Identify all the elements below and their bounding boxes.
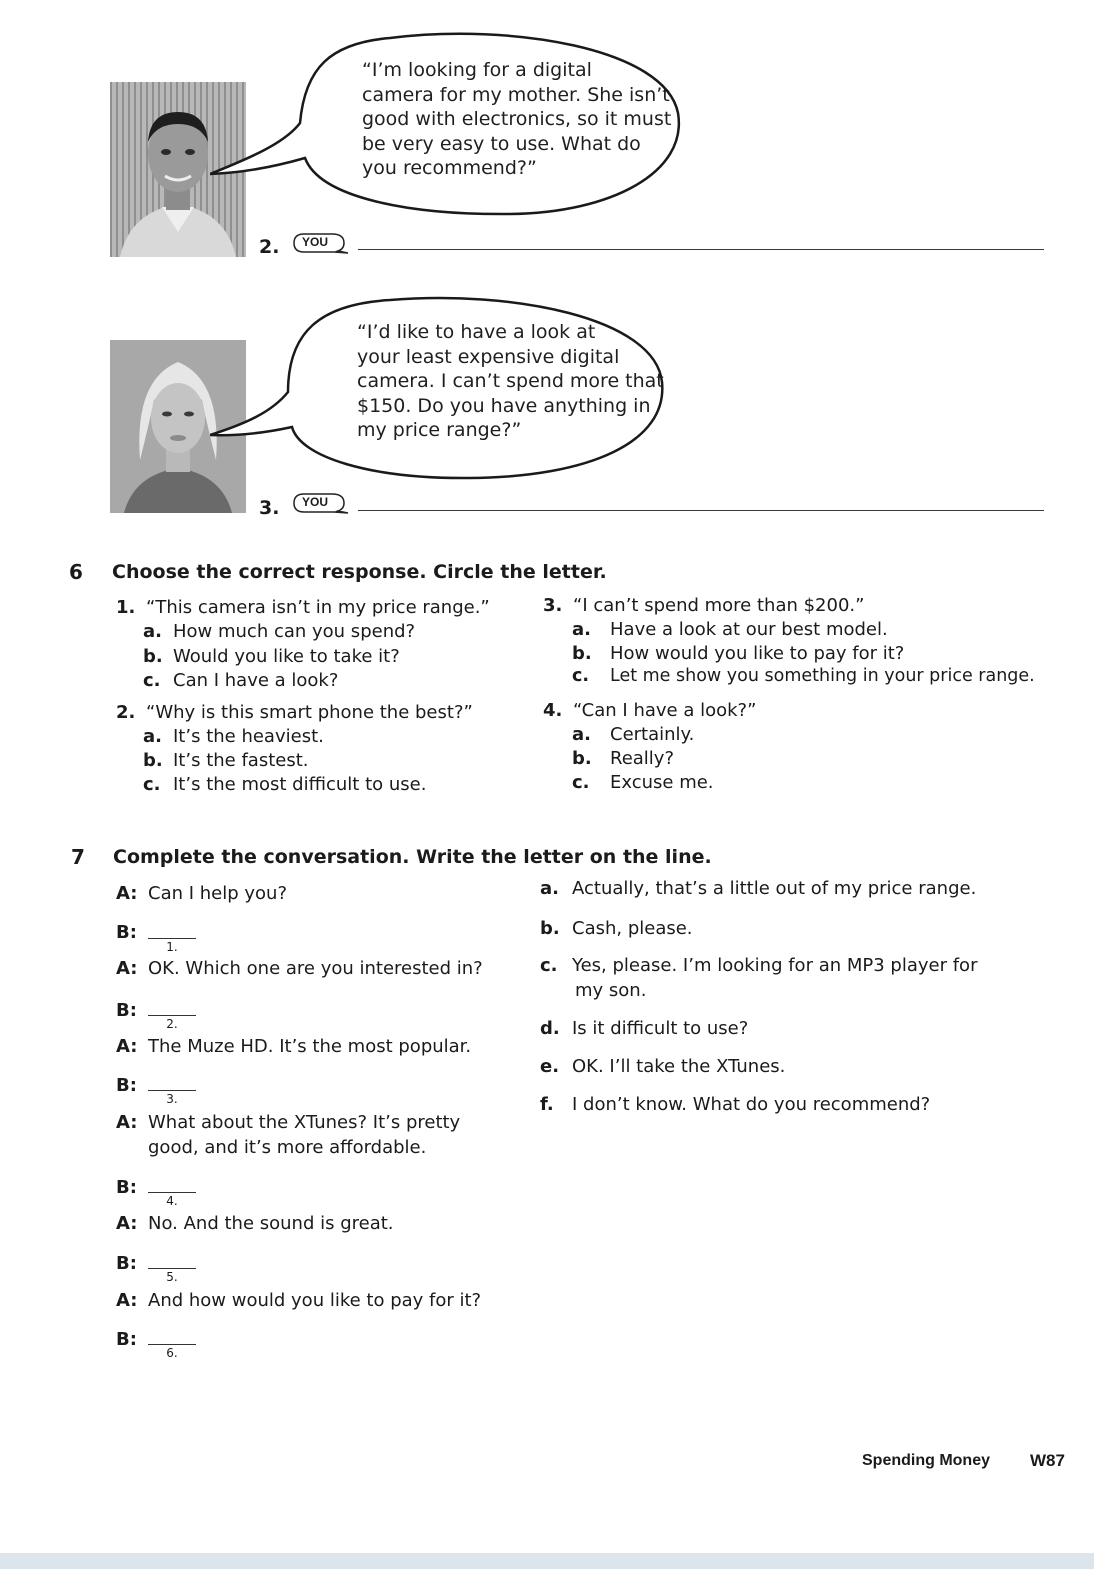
answer-blank[interactable] [148, 1268, 196, 1269]
choice-d: d. Is it difficult to use? [540, 1018, 749, 1039]
answer-blank[interactable] [148, 1344, 196, 1345]
you-badge: YOU [292, 232, 350, 258]
choice-c-continued: my son. [575, 980, 647, 1001]
you-badge: YOU [292, 492, 350, 518]
speech-bubble-text: “I’d like to have a look at your least expensive digital camera. I can’t spend more that $150. Do you have anything in my price range?” [357, 321, 664, 441]
choice-c: c. Yes, please. I’m looking for an MP3 player for [540, 955, 978, 976]
blank-number: 5. [166, 1270, 178, 1284]
answer-line[interactable] [358, 510, 1044, 511]
question-1: 1. “This camera isn’t in my price range.” [116, 597, 490, 618]
footer-unit-title: Spending Money [862, 1452, 990, 1469]
conversation-line: A: The Muze HD. It’s the most popular. [116, 1036, 472, 1057]
blank-number: 3. [166, 1092, 178, 1106]
conversation-line: A: No. And the sound is great. [116, 1213, 394, 1234]
conversation-line: B: [116, 922, 137, 943]
item-number: 3. [259, 497, 280, 519]
conversation-line: A: OK. Which one are you interested in? [116, 958, 483, 979]
option-2b[interactable]: b. It’s the fastest. [143, 750, 309, 771]
conversation-line: B: [116, 1000, 137, 1021]
option-3b[interactable]: b. How would you like to pay for it? [572, 643, 905, 664]
blank-number: 6. [166, 1346, 178, 1360]
choice-f: f. I don’t know. What do you recommend? [540, 1094, 931, 1115]
blank-number: 1. [166, 940, 178, 954]
option-1a[interactable]: a. How much can you spend? [143, 621, 416, 642]
conversation-line: B: [116, 1177, 137, 1198]
footer-page-number: W87 [1030, 1451, 1065, 1470]
conversation-line: A: What about the XTunes? It’s pretty [116, 1112, 461, 1133]
conversation-line: B: [116, 1075, 137, 1096]
option-4b[interactable]: b. Really? [572, 748, 675, 769]
question-2: 2. “Why is this smart phone the best?” [116, 702, 473, 723]
answer-line[interactable] [358, 249, 1044, 250]
answer-blank[interactable] [148, 938, 196, 939]
option-2a[interactable]: a. It’s the heaviest. [143, 726, 324, 747]
section-6-number: 6 [69, 560, 83, 584]
conversation-line: B: [116, 1329, 137, 1350]
section-7-title: Complete the conversation. Write the letter on the line. [113, 846, 712, 868]
speech-bubble-text: “I’m looking for a digital camera for my mother. She isn’t good with electronics, so it must be very easy to use. What do you recommend?” [362, 59, 672, 179]
section-6-title: Choose the correct response. Circle the letter. [112, 561, 607, 583]
answer-blank[interactable] [148, 1090, 196, 1091]
blank-number: 2. [166, 1017, 178, 1031]
conversation-line: A: And how would you like to pay for it? [116, 1290, 482, 1311]
option-4c[interactable]: c. Excuse me. [572, 772, 714, 793]
choice-e: e. OK. I’ll take the XTunes. [540, 1056, 786, 1077]
item-number: 2. [259, 236, 280, 258]
choice-b: b. Cash, please. [540, 918, 693, 939]
answer-blank[interactable] [148, 1192, 196, 1193]
choice-a: a. Actually, that’s a little out of my price range. [540, 878, 977, 899]
option-1c[interactable]: c. Can I have a look? [143, 670, 339, 691]
blank-number: 4. [166, 1194, 178, 1208]
conversation-line: A: Can I help you? [116, 883, 288, 904]
option-1b[interactable]: b. Would you like to take it? [143, 646, 400, 667]
option-2c[interactable]: c. It’s the most difficult to use. [143, 774, 427, 795]
option-4a[interactable]: a. Certainly. [572, 724, 695, 745]
conversation-line: B: [116, 1253, 137, 1274]
option-3c[interactable]: c. Let me show you something in your price range. [572, 666, 1035, 686]
question-3: 3. “I can’t spend more than $200.” [543, 595, 865, 616]
answer-blank[interactable] [148, 1015, 196, 1016]
section-7-number: 7 [71, 845, 85, 869]
bottom-edge [0, 1553, 1094, 1569]
option-3a[interactable]: a. Have a look at our best model. [572, 619, 888, 640]
question-4: 4. “Can I have a look?” [543, 700, 757, 721]
conversation-line-continued: good, and it’s more affordable. [148, 1137, 427, 1158]
